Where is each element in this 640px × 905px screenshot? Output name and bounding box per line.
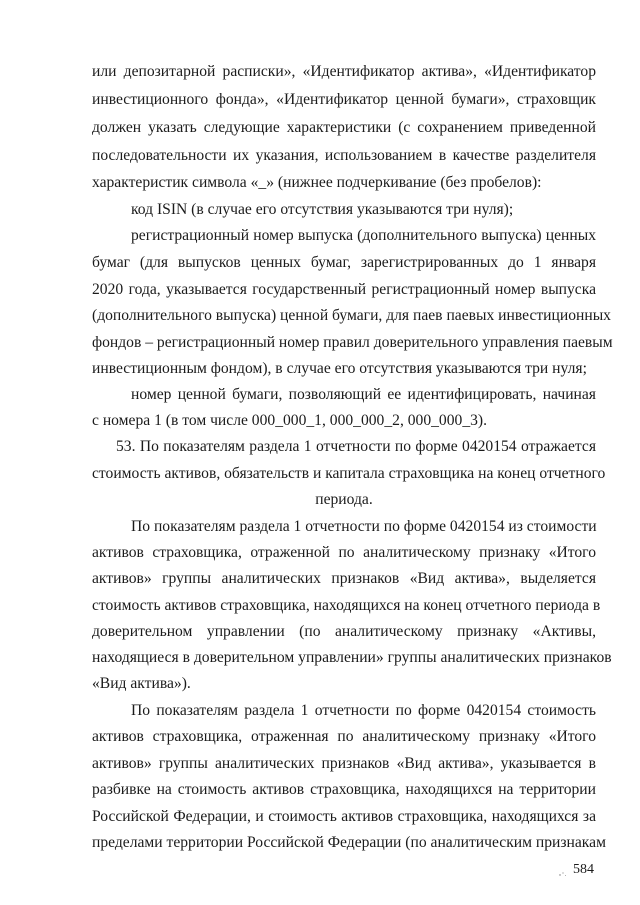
text-line: номер ценной бумаги, позволяющий ее идентифицировать, начиная	[131, 386, 596, 403]
text-line: инвестиционного фонда», «Идентификатор ценной бумаги», страховщик	[92, 91, 596, 108]
text-line: разбивке на стоимость активов страховщика, находящихся на территории	[92, 781, 596, 798]
text-line: код ISIN (в случае его отсутствия указываются три нуля);	[131, 201, 514, 218]
text-line: доверительном управлении (по аналитическому признаку «Активы,	[92, 623, 596, 640]
text-line: активов страховщика, отраженной по аналитическому признаку «Итого	[92, 544, 596, 561]
text-line: стоимость активов страховщика, находящихся на конец отчетного периода в	[92, 597, 601, 614]
text-line: или депозитарной расписки», «Идентификатор актива», «Идентификатор	[92, 63, 596, 80]
text-line: активов» группы аналитических признаков «Вид актива», указывается в	[92, 755, 596, 772]
text-line: находящиеся в доверительном управлении» группы аналитических признаков	[92, 649, 612, 666]
text-line: бумаг (для выпусков ценных бумаг, зарегистрированных до 1 января	[92, 254, 596, 271]
text-line: По показателям раздела 1 отчетности по форме 0420154 стоимость	[131, 702, 596, 719]
text-line: активов страховщика, отраженная по аналитическому признаку «Итого	[92, 728, 596, 745]
text-line: (дополнительного выпуска) ценной бумаги, для паев паевых инвестиционных	[92, 307, 611, 324]
text-line: «Вид актива»).	[92, 675, 191, 692]
text-line: регистрационный номер выпуска (дополнительного выпуска) ценных	[131, 227, 596, 244]
scan-speck-icon	[558, 871, 567, 877]
text-line: стоимость активов, обязательств и капитала страховщика на конец отчетного	[92, 465, 606, 482]
text-line: 53. По показателям раздела 1 отчетности по форме 0420154 отражается	[116, 438, 596, 455]
text-line: фондов – регистрационный номер правил доверительного управления паевым	[92, 334, 613, 351]
text-line: последовательности их указания, использованием в качестве разделителя	[92, 147, 596, 164]
page-number: 584	[573, 862, 594, 877]
text-line: Российской Федерации, и стоимость активов страховщика, находящихся за	[92, 808, 596, 825]
text-line: характеристик символа «_» (нижнее подчеркивание (без пробелов):	[92, 174, 542, 191]
text-line: инвестиционным фондом), в случае его отсутствия указываются три нуля;	[92, 360, 587, 377]
text-line: По показателям раздела 1 отчетности по форме 0420154 из стоимости	[131, 518, 597, 535]
text-line: должен указать следующие характеристики (с сохранением приведенной	[92, 119, 596, 136]
text-line: 2020 года, указывается государственный регистрационный номер выпуска	[92, 281, 596, 298]
text-line: пределами территории Российской Федерации (по аналитическим признакам	[92, 834, 606, 851]
text-line: с номера 1 (в том числе 000_000_1, 000_000_2, 000_000_3).	[92, 412, 488, 429]
text-line: активов» группы аналитических признаков «Вид актива», выделяется	[92, 570, 596, 587]
text-line: периода.	[315, 491, 373, 508]
